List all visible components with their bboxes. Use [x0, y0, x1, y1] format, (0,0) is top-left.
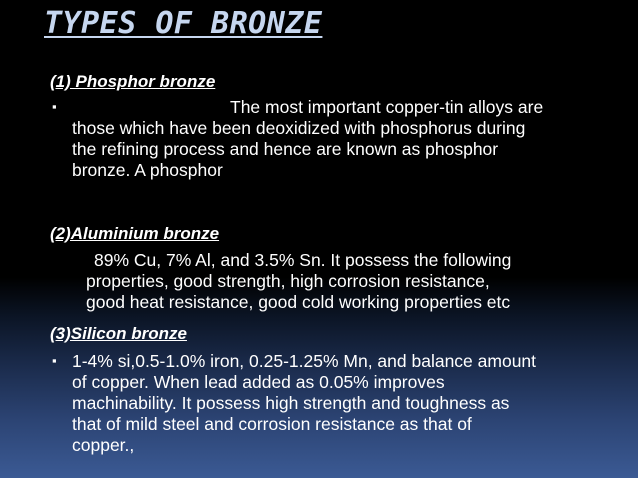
section-body-silicon-bronze: [72, 351, 536, 456]
body-line: bronze. A phosphor: [72, 160, 223, 180]
body-line: 89% Cu, 7% Al, and 3.5% Sn. It possess the following: [94, 250, 512, 270]
section-body-phosphor-bronze: [72, 97, 543, 181]
section-body-aluminium-bronze: [86, 250, 511, 313]
body-line: machinability. It possess high strength and toughness as: [72, 393, 510, 413]
body-line: that of mild steel and corrosion resistance as that of: [72, 414, 472, 434]
body-line: properties, good strength, high corrosion resistance,: [86, 271, 490, 291]
body-line: of copper. When lead added as 0.05% improves: [72, 372, 445, 392]
bullet-icon: ▪: [52, 353, 57, 368]
section-heading-aluminium-bronze: (2)Aluminium bronze: [50, 224, 220, 243]
body-line: good heat resistance, good cold working properties etc: [86, 292, 511, 312]
slide-title: TYPES OF BRONZE: [44, 6, 323, 41]
section-heading-phosphor-bronze: (1) Phosphor bronze: [50, 72, 216, 91]
section-heading-silicon-bronze: (3)Silicon bronze: [50, 324, 187, 343]
bullet-icon: ▪: [52, 99, 57, 114]
body-line: The most important copper-tin alloys are: [230, 97, 544, 117]
body-line: those which have been deoxidized with phosphorus during: [72, 118, 526, 138]
body-line: the refining process and hence are known as phosphor: [72, 139, 499, 159]
body-line: 1-4% si,0.5-1.0% iron, 0.25-1.25% Mn, and balance amount: [72, 351, 537, 371]
body-line: copper.,: [72, 435, 135, 455]
